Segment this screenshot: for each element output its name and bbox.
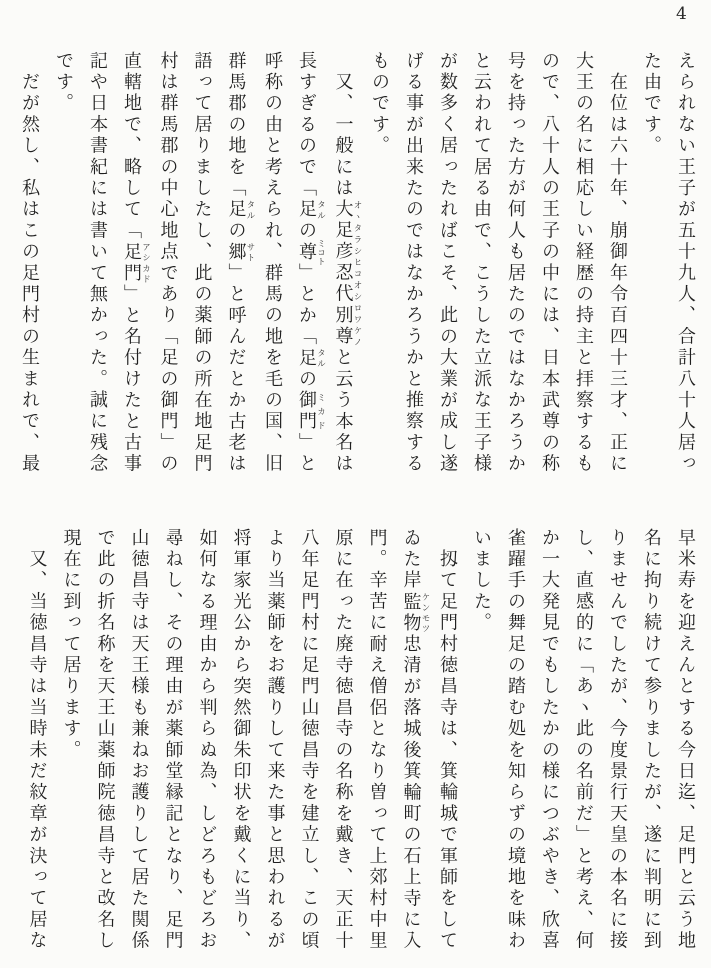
text-column: と云われて居る由で、こうした立派な王子様 [471,51,492,475]
ruby-annotated-text: 尊ミコト [296,238,326,266]
text-column: 将軍家光公から突然御朱印状を戴くに当り、 [230,528,252,952]
text-column: 在位は六十年、崩御年令百四十三才、正に [607,51,628,475]
ruby-annotated-text: 足タル [296,199,326,221]
text-column: 又、当徳昌寺は当時未だ紋章が決って居な [26,528,48,952]
text-column: 早米寿を迎えんとする今日迄、足門と云う地 [675,528,696,952]
text-column: 現在に到って居ります。 [60,528,82,762]
text-column: 山徳昌寺は天王様も兼ねお護りして居た関係 [128,528,150,952]
text-column: りませんでしたが、今度景行天皇の本名に接 [607,528,628,952]
ruby-annotated-text: 足門アシカド [121,241,151,285]
page-number: 4 [676,4,687,24]
text-column: 扨て足門村徳昌寺は、箕輪城で軍師をして [437,528,458,952]
text-column: 号を持った方が何人も居たのではなかろうか [505,51,526,475]
text-column: 原に在った廃寺徳昌寺の名称を戴き、天正十 [332,528,354,952]
text-column: ものです。 [369,51,390,157]
text-column: 呼称の由と考えられ、群馬の地を毛の国、旧 [262,51,283,475]
text-column: いました。 [471,528,492,634]
ruby-annotated-text: 足タル [296,347,326,370]
text-column: 門。辛苦に耐え僧侶となり曽って上郊村中里 [366,528,388,952]
text-column: し、直感的に「あヽ此の名前だ」と考え、何 [573,528,594,952]
ruby-annotated-text: 大足彦忍代別尊オヽタラシヒコオシロワケノ [332,199,362,348]
text-column: 雀躍手の舞足の踏む処を知らずの境地を味わ [505,528,526,952]
text-column: 村は群馬郡の中心地点であり「足の御門」の [157,51,179,475]
ruby-annotated-text: 監物ケンモツ [400,591,430,635]
text-column: た由です。 [641,51,662,157]
text-column: 如何なる理由から判らぬ為、しどろもどろお [196,528,218,952]
text-column: で此の折名称を天王山薬師院徳昌寺と改名し [94,528,116,952]
text-column: えられない王子が五十九人、合計八十人居っ [675,51,696,475]
text-column: 語って居りましたし、此の薬師の所在地足門 [191,51,213,475]
text-block-bottom [20,528,703,962]
text-column: です。 [53,51,74,115]
text-column: 長すぎるので「足タルの尊ミコト」とか「足タルの御門ミカド」と [296,51,326,476]
text-column: 尋ねし、その理由が薬師堂縁記となり、足門 [162,528,184,952]
ruby-annotated-text: 郷サト [225,241,255,264]
text-column: 群馬郡の地を「足タルの郷サト」と呼んだとか古老は [225,51,255,476]
text-column: 名に拘り続けて参りましたが、遂に判明に到 [641,528,662,952]
text-column: 大王の名に相応しい経歴の持主と拝察するも [573,51,594,475]
text-column: 八年足門村に足門山徳昌寺を建立し、この頃 [298,528,320,952]
text-column: か一大発見でもしたかの様につぶやき、欣喜 [539,528,560,952]
text-column: ゐた岸監物ケンモツ忠清が落城後箕輪町の石上寺に入 [400,528,430,953]
text-column: が数多く居ったればこそ、此の大業が成し遂 [437,51,458,475]
text-column: ので、八十人の王子の中には、日本武尊の称 [539,51,560,475]
ruby-annotated-text: 御門ミカド [296,390,326,433]
text-column: げる事が出来たのではなかろうかと推察する [403,51,424,475]
text-column: より当薬師をお護りして来た事と思われるが [264,528,286,952]
text-column: 又、一般には大足彦忍代別尊オヽタラシヒコオシロワケノと云う本名は [332,51,362,476]
text-column: 記や日本書紀には書いて無かった。誠に残念 [87,51,108,475]
text-column: だが然し、私はこの足門村の生まれで、最 [19,51,40,475]
text-block-top [12,51,702,485]
text-column: 直轄地で、略して「足門アシカド」と名付けたと古事 [121,51,151,476]
ruby-annotated-text: 足タル [225,199,255,221]
